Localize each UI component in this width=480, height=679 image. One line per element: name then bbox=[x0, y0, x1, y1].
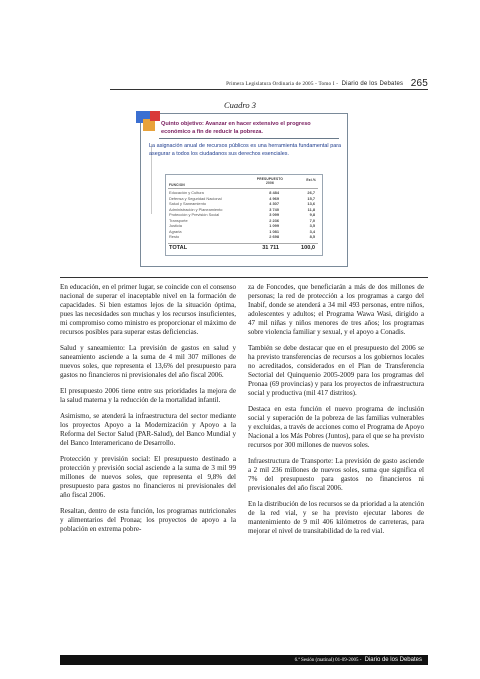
table-row bbox=[169, 207, 317, 212]
row-label: Salud y Saneamiento bbox=[169, 201, 206, 206]
paragraph: También se debe destacar que en el presupuesto del 2006 se ha previsto transferencias de recursos a los gobiernos locales no acreditados, considerados en el Plan de Transferencia Sectorial del Quinquenio 2005-2009 para los programas del Pronaa (69 provincias) y para los proyectos de infraestructura social y productiva (mil 417 distritos). bbox=[248, 344, 424, 397]
header-divider bbox=[168, 188, 318, 189]
row-label: Defensa y Seguridad Nacional bbox=[169, 195, 222, 201]
right-column bbox=[248, 283, 424, 543]
row-label: Administración y Planeamiento bbox=[169, 206, 223, 212]
paragraph: El presupuesto 2006 tiene entre sus prioridades la mejora de la salud materna y la reducción de la mortalidad infantil. bbox=[60, 387, 236, 404]
row-pct: 15,7 bbox=[307, 195, 315, 201]
row-label: Educación y Cultura bbox=[169, 190, 204, 195]
table-row bbox=[169, 234, 317, 239]
col-header-presupuesto-line1: PRESUPUESTO bbox=[256, 177, 284, 181]
row-label: Resto bbox=[169, 234, 180, 239]
asignacion-text: La asignación anual de recursos públicos es una herramienta fundamental para asegurar a todos los ciudadanos sus derechos esenciales. bbox=[149, 143, 341, 157]
row-pct: 13,6 bbox=[307, 201, 315, 206]
footer-session: 6.ª Sesión (matinal) 01-09-2005 - bbox=[294, 658, 362, 663]
row-pct: 26,7 bbox=[307, 190, 315, 195]
row-value: 1 099 bbox=[269, 223, 279, 228]
objective-rule bbox=[159, 138, 339, 139]
row-value: 1 081 bbox=[269, 228, 279, 234]
paragraph: Asimismo, se atenderá la infraestructura del sector mediante los proyectos Apoyo a la Modernización y Apoyo a la Reforma del Sector Salud (PAR-Salud), del Banco Mundial y del Banco Interamericano de Desarrollo. bbox=[60, 412, 236, 447]
row-pct: 3,4 bbox=[309, 228, 315, 234]
objective-heading: Quinto objetivo: Avanzar en hacer extensivo el progreso económico a fin de reducir la pobreza. bbox=[161, 121, 311, 135]
row-pct: 3,5 bbox=[309, 223, 315, 228]
row-value: 3 740 bbox=[269, 206, 279, 212]
row-label: Justicia bbox=[169, 223, 182, 228]
row-label: Transporte bbox=[169, 217, 188, 223]
red-square-decoration bbox=[150, 111, 160, 121]
footer-bar bbox=[60, 655, 428, 665]
running-header bbox=[60, 78, 428, 89]
footer-journal-name: Diario de los Debates bbox=[364, 657, 422, 663]
row-pct: 7,0 bbox=[309, 217, 315, 223]
row-value: 4 969 bbox=[269, 195, 279, 201]
running-title: Primera Legislatura Ordinaria de 2005 - Tomo I - bbox=[226, 81, 339, 87]
paragraph: Infraestructura de Transporte: La previsión de gasto asciende a 2 mil 236 millones de nuevos soles, suma que significa el 7% del presupuesto para gastos no financieros ni previsionales del año fiscal 2006. bbox=[248, 457, 424, 492]
row-value: 2 698 bbox=[269, 234, 279, 239]
table-row bbox=[169, 229, 317, 234]
header-rule bbox=[110, 89, 428, 90]
row-pct: 9,8 bbox=[309, 212, 315, 217]
paragraph: za de Foncodes, que beneficiarán a más de dos millones de personas; la red de protección a los programas a cargo del Inabif, donde se atenderá a 34 mil 493 personas, entre niños, adolescentes y adultos; el Programa Wawa Wasi, dirigido a 47 mil niñas y niños menores de tres años; los programas sobre violencia familiar y sexual, y el apoyo a Conadis. bbox=[248, 283, 424, 336]
total-value: 31 711 bbox=[262, 245, 279, 251]
row-pct: 11,8 bbox=[307, 206, 315, 212]
col-header-funcion: FUNCION bbox=[169, 183, 185, 187]
paragraph: En educación, en el primer lugar, se coincide con el consenso nacional de superar el inaceptable nivel en la formación de capacidades. Si bien estamos lejos de la situación óptima, pues las necesidades son muchas y los recursos insuficientes, mi compromiso como ministro es proporcionar el máximo de recursos posibles para superar estas deficiencias. bbox=[60, 283, 236, 336]
col-header-presupuesto bbox=[250, 177, 290, 186]
paragraph: Destaca en esta función el nuevo programa de inclusión social y superación de la pobreza de las familias vulnerables y excluidas, a través de acciones como el Programa de Apoyo Nacional a los Más Pobres (Juntos), para el que se ha previsto recursos por 300 millones de nuevos soles. bbox=[248, 405, 424, 449]
table-row bbox=[169, 190, 317, 195]
slide-figure bbox=[140, 113, 348, 267]
page-number: 265 bbox=[410, 78, 428, 89]
total-pct: 100,0 bbox=[301, 245, 315, 251]
section-rule bbox=[60, 277, 428, 278]
left-column bbox=[60, 283, 236, 541]
paragraph: Salud y saneamiento: La previsión de gastos en salud y saneamiento asciende a la suma de 4 mil 307 millones de nuevos soles, que representa el 13,6% del presupuesto para gastos no financieros ni previsionales del año fiscal 2006. bbox=[60, 344, 236, 379]
row-pct: 8,5 bbox=[309, 234, 315, 239]
paragraph: Resaltan, dentro de esta función, los programas nutricionales y alimentarios del Pronaa; los proyectos de apoyo a la población en extrema pobre- bbox=[60, 507, 236, 533]
table-row bbox=[169, 223, 317, 228]
budget-table bbox=[165, 174, 323, 256]
row-value: 3 099 bbox=[269, 212, 279, 217]
table-row bbox=[169, 218, 317, 223]
table-row bbox=[169, 212, 317, 217]
paragraph: En la distribución de los recursos se da prioridad a la atención de la red vial, y se ha previsto ejecutar labores de mantenimiento de 9 mil 406 kilómetros de carreteras, para mejorar el nivel de transitabilidad de la red vial. bbox=[248, 500, 424, 535]
table-row bbox=[169, 196, 317, 201]
row-label: Agraria bbox=[169, 228, 182, 234]
row-label: Protección y Previsión Social bbox=[169, 212, 220, 217]
journal-name: Diario de los Debates bbox=[341, 81, 404, 87]
figure-caption: Cuadro 3 bbox=[223, 100, 257, 110]
row-value: 8 484 bbox=[269, 190, 279, 195]
table-row bbox=[169, 201, 317, 206]
row-value: 4 307 bbox=[269, 201, 279, 206]
total-label: TOTAL bbox=[169, 245, 188, 251]
col-header-presupuesto-line2: 2006 bbox=[266, 181, 274, 186]
col-header-pct: Est.% bbox=[306, 178, 316, 182]
row-value: 2 236 bbox=[269, 217, 279, 223]
paragraph: Protección y previsión social: El presupuesto destinado a protección y previsión social asciende a la suma de 3 mil 99 millones de nuevos soles, que representa el 9,8% del presupuesto para gastos no financieros ni previsionales del año fiscal 2006. bbox=[60, 455, 236, 499]
